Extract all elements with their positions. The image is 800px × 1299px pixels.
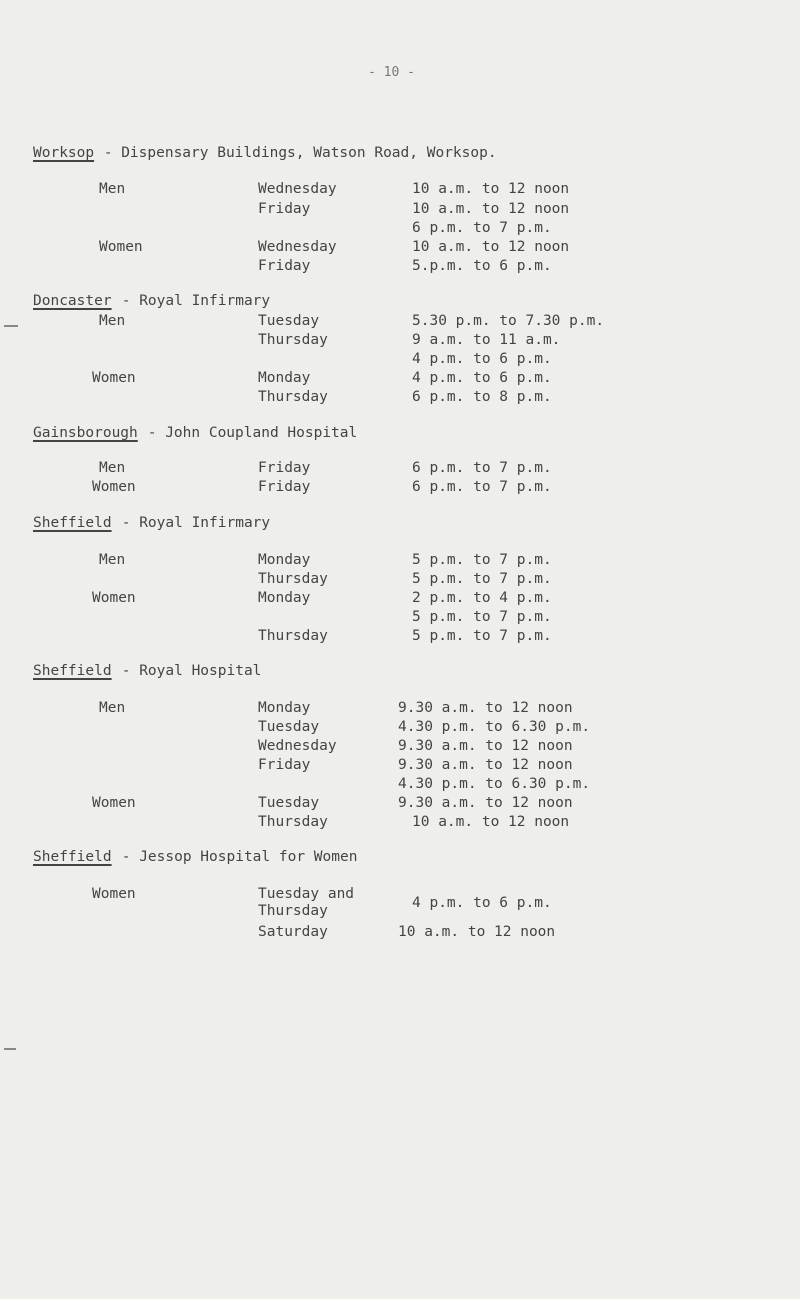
section-town: Sheffield [33, 663, 112, 679]
time-range: 4.30 p.m. to 6.30 p.m. [398, 719, 591, 735]
day-label: Thursday [258, 814, 328, 830]
page-number: - 10 - [368, 65, 415, 80]
time-range: 4 p.m. to 6 p.m. [412, 370, 552, 386]
section-location: - John Coupland Hospital [139, 425, 358, 441]
group-label: Men [99, 181, 126, 197]
group-label: Men [99, 460, 126, 476]
time-range: 5 p.m. to 7 p.m. [412, 628, 552, 644]
time-range: 10 a.m. to 12 noon [398, 924, 556, 940]
group-label: Women [92, 479, 136, 495]
time-range: 9.30 a.m. to 12 noon [398, 738, 573, 754]
time-range: 9.30 a.m. to 12 noon [398, 757, 573, 773]
section-town: Doncaster [33, 293, 112, 309]
group-label: Men [99, 313, 126, 329]
time-range: 9.30 a.m. to 12 noon [398, 795, 573, 811]
day-label: Friday [258, 460, 311, 476]
time-range: 10 a.m. to 12 noon [412, 239, 570, 255]
day-label: Tuesday [258, 313, 320, 329]
day-label: Tuesday and [258, 886, 355, 902]
day-label: Friday [258, 258, 311, 274]
group-label: Women [92, 886, 136, 902]
day-label: Thursday [258, 332, 328, 348]
time-range: 6 p.m. to 7 p.m. [412, 220, 552, 236]
time-range: 10 a.m. to 12 noon [412, 181, 570, 197]
group-label: Women [92, 795, 136, 811]
time-range: 4 p.m. to 6 p.m. [412, 351, 552, 367]
group-label: Men [99, 700, 126, 716]
section-location: - Jessop Hospital for Women [113, 849, 358, 865]
day-label: Thursday [258, 389, 328, 405]
day-label: Monday [258, 552, 311, 568]
margin-mark [4, 1048, 16, 1050]
time-range: 2 p.m. to 4 p.m. [412, 590, 552, 606]
time-range: 4.30 p.m. to 6.30 p.m. [398, 776, 591, 792]
time-range: 5 p.m. to 7 p.m. [412, 609, 552, 625]
group-label: Women [92, 590, 136, 606]
time-range: 9.30 a.m. to 12 noon [398, 700, 573, 716]
group-label: Women [99, 239, 143, 255]
time-range: 6 p.m. to 8 p.m. [412, 389, 552, 405]
section-location: - Royal Infirmary [113, 293, 271, 309]
time-range: 10 a.m. to 12 noon [412, 814, 570, 830]
time-range: 6 p.m. to 7 p.m. [412, 460, 552, 476]
day-label: Saturday [258, 924, 328, 940]
day-label: Thursday [258, 628, 328, 644]
day-label: Wednesday [258, 239, 337, 255]
time-range: 5.p.m. to 6 p.m. [412, 258, 552, 274]
day-label: Friday [258, 479, 311, 495]
day-label-continued: Thursday [258, 903, 328, 919]
section-town: Sheffield [33, 515, 112, 531]
section-location: - Royal Infirmary [113, 515, 271, 531]
day-label: Monday [258, 590, 311, 606]
section-location: - Royal Hospital [113, 663, 262, 679]
margin-mark [4, 325, 18, 327]
section-town: Gainsborough [33, 425, 138, 441]
time-range: 9 a.m. to 11 a.m. [412, 332, 561, 348]
day-label: Tuesday [258, 719, 320, 735]
time-range: 10 a.m. to 12 noon [412, 201, 570, 217]
time-range: 5 p.m. to 7 p.m. [412, 571, 552, 587]
time-range: 5.30 p.m. to 7.30 p.m. [412, 313, 605, 329]
day-label: Thursday [258, 571, 328, 587]
day-label: Friday [258, 201, 311, 217]
group-label: Men [99, 552, 126, 568]
time-range: 5 p.m. to 7 p.m. [412, 552, 552, 568]
day-label: Wednesday [258, 738, 337, 754]
section-location: - Dispensary Buildings, Watson Road, Worksop. [95, 145, 497, 161]
day-label: Tuesday [258, 795, 320, 811]
day-label: Monday [258, 370, 311, 386]
section-town: Sheffield [33, 849, 112, 865]
section-town: Worksop [33, 145, 95, 161]
day-label: Monday [258, 700, 311, 716]
day-label: Wednesday [258, 181, 337, 197]
time-range: 6 p.m. to 7 p.m. [412, 479, 552, 495]
day-label: Friday [258, 757, 311, 773]
group-label: Women [92, 370, 136, 386]
time-range: 4 p.m. to 6 p.m. [412, 895, 552, 911]
